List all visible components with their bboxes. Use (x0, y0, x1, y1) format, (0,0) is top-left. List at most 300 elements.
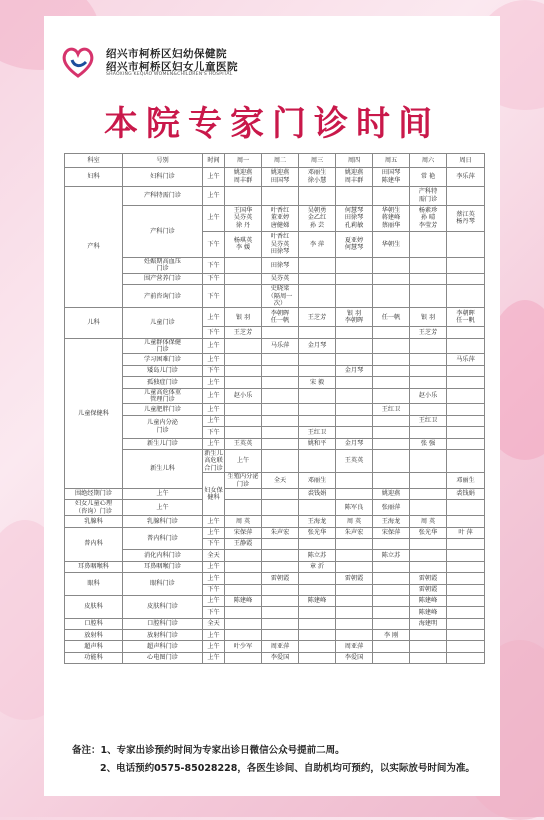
table-row (65, 641, 485, 652)
doctor-cell: 周 英 (336, 516, 373, 527)
doctor-cell (373, 415, 410, 426)
doctor-cell (336, 488, 373, 499)
doctor-cell (262, 186, 299, 205)
doctor-cell: 李 刚 (373, 630, 410, 641)
doctor-cell (299, 404, 336, 415)
doctor-cell: 朱声宏 (262, 527, 299, 538)
doctor-cell (262, 538, 299, 549)
department-cell: 功能科 (65, 652, 123, 663)
doctor-cell (225, 257, 262, 273)
clinic-cell: 口腔科门诊 (123, 618, 203, 629)
doctor-cell (447, 516, 485, 527)
doctor-cell (447, 500, 485, 516)
time-cell: 上午 (123, 500, 203, 516)
department-cell: 儿童保健科 (65, 338, 123, 488)
column-header: 号别 (123, 154, 203, 168)
doctor-cell: 赵小乐 (410, 388, 447, 404)
doctor-cell (336, 550, 373, 561)
hospital-name-en: SHAOXING KEQIAO WOMEN&CHILDREN'S HOSPITAL (106, 72, 233, 77)
doctor-cell (447, 365, 485, 376)
column-header: 周三 (299, 154, 336, 168)
doctor-cell (336, 561, 373, 572)
doctor-cell (299, 652, 336, 663)
doctor-cell: 姚迎燕 周丰群 (336, 168, 373, 187)
doctor-cell (225, 500, 262, 516)
column-header: 周二 (262, 154, 299, 168)
doctor-cell (410, 257, 447, 273)
time-cell: 上午 (203, 168, 225, 187)
doctor-cell (299, 354, 336, 365)
doctor-cell (373, 449, 410, 472)
table-row (65, 561, 485, 572)
doctor-cell (299, 257, 336, 273)
doctor-cell: 金月琴 (336, 438, 373, 449)
doctor-cell (225, 377, 262, 388)
clinic-cell: 妇科门诊 (123, 168, 203, 187)
doctor-cell (447, 285, 485, 308)
clinic-cell: 儿童内分泌 门诊 (123, 415, 203, 438)
table-row (65, 449, 485, 472)
table-row (65, 630, 485, 641)
doctor-cell (225, 561, 262, 572)
doctor-cell (410, 538, 447, 549)
doctor-cell (225, 354, 262, 365)
clinic-cell: 学习困难门诊 (123, 354, 203, 365)
clinic-cell: 儿童高危体重 管理门诊 (123, 388, 203, 404)
table-row (65, 354, 485, 365)
doctor-cell (410, 427, 447, 438)
time-cell: 下午 (203, 538, 225, 549)
doctor-cell (447, 273, 485, 284)
clinic-cell: 孤独症门诊 (123, 377, 203, 388)
clinic-cell: 皮肤科门诊 (123, 595, 203, 618)
doctor-cell (447, 404, 485, 415)
time-cell: 上午 (203, 388, 225, 404)
doctor-cell: 姚迎燕 (373, 488, 410, 499)
table-row (65, 308, 485, 327)
doctor-cell: 银 羽 (225, 308, 262, 327)
doctor-cell (410, 500, 447, 516)
doctor-cell (225, 652, 262, 663)
doctor-cell (447, 641, 485, 652)
doctor-cell (262, 354, 299, 365)
doctor-cell (336, 415, 373, 426)
table-row (65, 365, 485, 376)
doctor-cell: 王英英 (225, 438, 262, 449)
doctor-cell (410, 285, 447, 308)
doctor-cell: 田国琴 陈建华 (373, 168, 410, 187)
doctor-cell: 蔡江英 杨丹琴 (447, 205, 485, 231)
doctor-cell: 银 羽 李朝晖 (336, 308, 373, 327)
time-cell: 上午 (123, 488, 203, 499)
doctor-cell (336, 377, 373, 388)
doctor-cell (336, 273, 373, 284)
doctor-cell (410, 354, 447, 365)
table-row (65, 257, 485, 273)
column-header: 周一 (225, 154, 262, 168)
doctor-cell: 夏亚婷 何慧琴 (336, 231, 373, 257)
doctor-cell (225, 573, 262, 584)
doctor-cell: 金月琴 (299, 338, 336, 354)
time-cell: 下午 (203, 257, 225, 273)
clinic-cell: 眼科门诊 (123, 573, 203, 596)
doctor-cell: 李朝晖 任一帆 (447, 308, 485, 327)
clinic-cell: 放射科门诊 (123, 630, 203, 641)
doctor-cell: 吴朝勇 金乙红 孙 芸 (299, 205, 336, 231)
doctor-cell (262, 595, 299, 606)
doctor-cell (336, 473, 373, 489)
note-line-2: 2、电话预约0575-85028228，各医生诊间、自助机均可预约，以实际放号时间为准。 (100, 763, 475, 774)
doctor-cell (299, 607, 336, 618)
doctor-cell (373, 652, 410, 663)
doctor-cell: 雷朝霞 (410, 584, 447, 595)
column-header: 周六 (410, 154, 447, 168)
doctor-cell (262, 630, 299, 641)
doctor-cell: 李 萍 (299, 231, 336, 257)
doctor-cell (336, 327, 373, 338)
doctor-cell: 裘钱娟 (299, 488, 336, 499)
table-header-row (65, 154, 485, 168)
department-cell: 妇女保健科 (203, 473, 225, 516)
time-cell: 上午 (203, 573, 225, 584)
doctor-cell: 雷朝霞 (410, 573, 447, 584)
doctor-cell (299, 285, 336, 308)
doctor-cell (262, 500, 299, 516)
clinic-cell: 新生儿高危联 合门诊 (204, 449, 223, 472)
time-cell: 全天 (203, 618, 225, 629)
doctor-cell (225, 338, 262, 354)
time-cell: 上午 (203, 308, 225, 327)
table-row (65, 273, 485, 284)
doctor-cell (410, 404, 447, 415)
doctor-cell (447, 550, 485, 561)
clinic-cell: 妇女儿童心理 （咨询）门诊 (65, 500, 123, 516)
doctor-cell: 王芝芳 (410, 327, 447, 338)
doctor-cell: 邓丽生 徐小慧 (299, 168, 336, 187)
doctor-cell (447, 427, 485, 438)
doctor-cell: 王英英 (336, 449, 373, 472)
doctor-cell (410, 473, 447, 489)
doctor-cell (447, 652, 485, 663)
doctor-cell: 叶 萍 (447, 527, 485, 538)
column-header: 周五 (373, 154, 410, 168)
doctor-cell: 田徐琴 (262, 257, 299, 273)
doctor-cell (299, 327, 336, 338)
doctor-cell (373, 595, 410, 606)
table-row (65, 168, 485, 187)
time-cell: 上午 (203, 438, 225, 449)
doctor-cell: 马乐萍 (447, 354, 485, 365)
doctor-cell (299, 186, 336, 205)
time-cell: 上午 (203, 186, 225, 205)
table-row (65, 527, 485, 538)
doctor-cell (447, 449, 485, 472)
department-cell: 耳鼻咽喉科 (65, 561, 123, 572)
doctor-cell (447, 377, 485, 388)
doctor-cell: 邓丽生 (299, 473, 336, 489)
doctor-cell (447, 607, 485, 618)
clinic-cell: 儿童门诊 (123, 308, 203, 338)
doctor-cell (447, 618, 485, 629)
doctor-cell (262, 584, 299, 595)
doctor-cell (262, 488, 299, 499)
doctor-cell (373, 607, 410, 618)
clinic-cell: 生殖内分泌 门诊 (225, 473, 262, 489)
doctor-cell: 张丽萍 (373, 500, 410, 516)
time-cell: 全天 (262, 473, 299, 489)
doctor-cell (373, 365, 410, 376)
clinic-cell: 消化内科门诊 (123, 550, 203, 561)
doctor-cell (299, 388, 336, 404)
page-title: 本院专家门诊时间 (104, 104, 440, 144)
doctor-cell (262, 449, 299, 472)
doctor-cell: 张光华 (299, 527, 336, 538)
doctor-cell (410, 641, 447, 652)
table-row (65, 186, 485, 205)
doctor-cell (299, 618, 336, 629)
doctor-cell: 赵小乐 (225, 388, 262, 404)
doctor-cell: 金月琴 (336, 365, 373, 376)
doctor-cell (373, 618, 410, 629)
doctor-cell (373, 641, 410, 652)
doctor-cell: 周 英 (225, 516, 262, 527)
doctor-cell (299, 449, 336, 472)
doctor-cell: 邓丽生 (447, 473, 485, 489)
doctor-cell (410, 365, 447, 376)
time-cell: 下午 (203, 327, 225, 338)
doctor-cell (410, 488, 447, 499)
doctor-cell (373, 573, 410, 584)
doctor-cell (447, 630, 485, 641)
doctor-cell (262, 415, 299, 426)
hospital-name-1: 绍兴市柯桥区妇幼保健院 (106, 48, 227, 60)
doctor-cell (410, 273, 447, 284)
schedule-table (64, 153, 485, 664)
time-cell: 下午 (203, 231, 225, 257)
time-cell: 上午 (203, 630, 225, 641)
doctor-cell (373, 473, 410, 489)
clinic-cell: 围绝经期门诊 (65, 488, 123, 499)
doctor-cell (225, 365, 262, 376)
doctor-cell (447, 584, 485, 595)
doctor-cell: 产科特 需门诊 (410, 186, 447, 205)
doctor-cell (373, 584, 410, 595)
time-cell: 上午 (203, 516, 225, 527)
doctor-cell: 陈立苏 (373, 550, 410, 561)
time-cell: 上午 (203, 595, 225, 606)
doctor-cell: 姚和平 (299, 438, 336, 449)
doctor-cell: 杨琪英 李 媛 (225, 231, 262, 257)
column-header: 周日 (447, 154, 485, 168)
doctor-cell (225, 285, 262, 308)
doctor-cell (225, 550, 262, 561)
doctor-cell (262, 327, 299, 338)
doctor-cell (299, 500, 336, 516)
doctor-cell (225, 415, 262, 426)
doctor-cell: 李朝晖 任一帆 (262, 308, 299, 327)
clinic-cell: 新生儿门诊 (123, 438, 203, 449)
clinic-cell: 儿童群体保健 门诊 (123, 338, 203, 354)
doctor-cell (410, 377, 447, 388)
doctor-cell (336, 595, 373, 606)
table-row (65, 595, 485, 606)
table-row (65, 285, 485, 308)
doctor-cell: 雷朝霞 (336, 573, 373, 584)
table-row (65, 388, 485, 404)
clinic-cell: 耳鼻咽喉门诊 (123, 561, 203, 572)
doctor-cell (299, 584, 336, 595)
clinic-cell: 乳腺科门诊 (123, 516, 203, 527)
doctor-cell: 王海龙 (299, 516, 336, 527)
time-cell: 上午 (203, 561, 225, 572)
doctor-cell: 陈建峰 (410, 595, 447, 606)
time-cell: 上午 (203, 354, 225, 365)
doctor-cell: 华朝生 蒋建峰 蔡丽华 (373, 205, 410, 231)
doctor-cell (299, 273, 336, 284)
clinic-cell: 普内科门诊 (123, 527, 203, 550)
doctor-cell: 张 强 (410, 438, 447, 449)
doctor-cell (299, 415, 336, 426)
doctor-cell (262, 561, 299, 572)
time-cell: 下午 (203, 273, 225, 284)
doctor-cell (373, 186, 410, 205)
doctor-cell (225, 427, 262, 438)
doctor-cell (447, 388, 485, 404)
doctor-cell (410, 630, 447, 641)
table-row (65, 205, 485, 231)
doctor-cell (262, 550, 299, 561)
doctor-cell: 史晓梁 （隔周一次） (262, 285, 299, 308)
table-row (65, 618, 485, 629)
clinic-cell: 产科门诊 (123, 205, 203, 257)
doctor-cell (447, 561, 485, 572)
table-row (65, 550, 485, 561)
doctor-cell (262, 516, 299, 527)
doctor-cell (336, 584, 373, 595)
time-cell: 下午 (203, 427, 225, 438)
doctor-cell (336, 257, 373, 273)
doctor-cell (225, 584, 262, 595)
doctor-cell (299, 365, 336, 376)
doctor-cell: 陈建峰 (410, 607, 447, 618)
department-cell: 皮肤科 (65, 595, 123, 618)
doctor-cell: 叶少军 (225, 641, 262, 652)
doctor-cell: 叶香红 吴芬英 田徐琴 (262, 231, 299, 257)
table-row (65, 438, 485, 449)
doctor-cell (299, 538, 336, 549)
time-cell: 上午 (203, 641, 225, 652)
doctor-cell (373, 561, 410, 572)
department-cell: 放射科 (65, 630, 123, 641)
doctor-cell: 叶香红 董亚婷 唐健娣 (262, 205, 299, 231)
doctor-cell (373, 538, 410, 549)
time-cell: 下午 (203, 365, 225, 376)
clinic-cell: 儿童肥胖门诊 (123, 404, 203, 415)
doctor-cell: 王红卫 (373, 404, 410, 415)
doctor-cell: 李乐萍 (447, 168, 485, 187)
doctor-cell (262, 427, 299, 438)
doctor-cell: 王芝芳 (225, 327, 262, 338)
doctor-cell (447, 573, 485, 584)
doctor-cell: 陈建峰 (225, 595, 262, 606)
clinic-cell: 心电图门诊 (123, 652, 203, 663)
doctor-cell (447, 595, 485, 606)
clinic-cell: 产科特需门诊 (123, 186, 203, 205)
doctor-cell: 陈立苏 (299, 550, 336, 561)
doctor-cell: 海建明 (410, 618, 447, 629)
doctor-cell (410, 652, 447, 663)
doctor-cell (336, 354, 373, 365)
table-row (65, 573, 485, 584)
doctor-cell: 华朝生 (373, 231, 410, 257)
doctor-cell (336, 285, 373, 308)
clinic-cell: 围产营养门诊 (123, 273, 203, 284)
doctor-cell: 姚迎燕 田国琴 (262, 168, 299, 187)
doctor-cell (373, 327, 410, 338)
doctor-cell (373, 273, 410, 284)
clinic-cell: 妊娠期高血压 门诊 (123, 257, 203, 273)
doctor-cell: 吴芬英 (262, 273, 299, 284)
doctor-cell (336, 338, 373, 354)
doctor-cell (410, 561, 447, 572)
doctor-cell (447, 327, 485, 338)
table-row (65, 415, 485, 426)
doctor-cell (373, 285, 410, 308)
doctor-cell: 李爱国 (336, 652, 373, 663)
doctor-cell: 张光华 (410, 527, 447, 538)
department-cell: 产科 (65, 186, 123, 308)
doctor-cell (373, 257, 410, 273)
doctor-cell (262, 365, 299, 376)
time-cell: 上午 (203, 205, 225, 231)
doctor-cell (447, 231, 485, 257)
department-cell: 普内科 (65, 527, 123, 561)
doctor-cell: 裘钱娟 (447, 488, 485, 499)
department-cell: 眼科 (65, 573, 123, 596)
table-row (65, 404, 485, 415)
doctor-cell: 宋 毅 (299, 377, 336, 388)
table-row (65, 488, 485, 499)
column-header: 科室 (65, 154, 123, 168)
doctor-cell: 王芝芳 (299, 308, 336, 327)
doctor-cell (225, 630, 262, 641)
table-row (65, 652, 485, 663)
doctor-cell: 李爱国 (262, 652, 299, 663)
doctor-cell (373, 354, 410, 365)
doctor-cell (373, 438, 410, 449)
doctor-cell (336, 538, 373, 549)
time-cell: 下午 (203, 607, 225, 618)
doctor-cell: 姚迎燕 周丰群 (225, 168, 262, 187)
doctor-cell: 章 沂 (299, 561, 336, 572)
doctor-cell: 王海龙 (373, 516, 410, 527)
department-cell: 儿科 (65, 308, 123, 338)
time-cell: 上午 (203, 404, 225, 415)
schedule-card (44, 16, 500, 796)
doctor-cell (299, 641, 336, 652)
doctor-cell (373, 338, 410, 354)
column-header: 周四 (336, 154, 373, 168)
table-row (65, 516, 485, 527)
doctor-cell (447, 257, 485, 273)
doctor-cell (410, 231, 447, 257)
time-cell: 下午 (203, 584, 225, 595)
clinic-cell: 矮岛儿门诊 (123, 365, 203, 376)
doctor-cell (225, 404, 262, 415)
table-row (65, 338, 485, 354)
doctor-cell (262, 618, 299, 629)
time-cell: 全天 (203, 550, 225, 561)
